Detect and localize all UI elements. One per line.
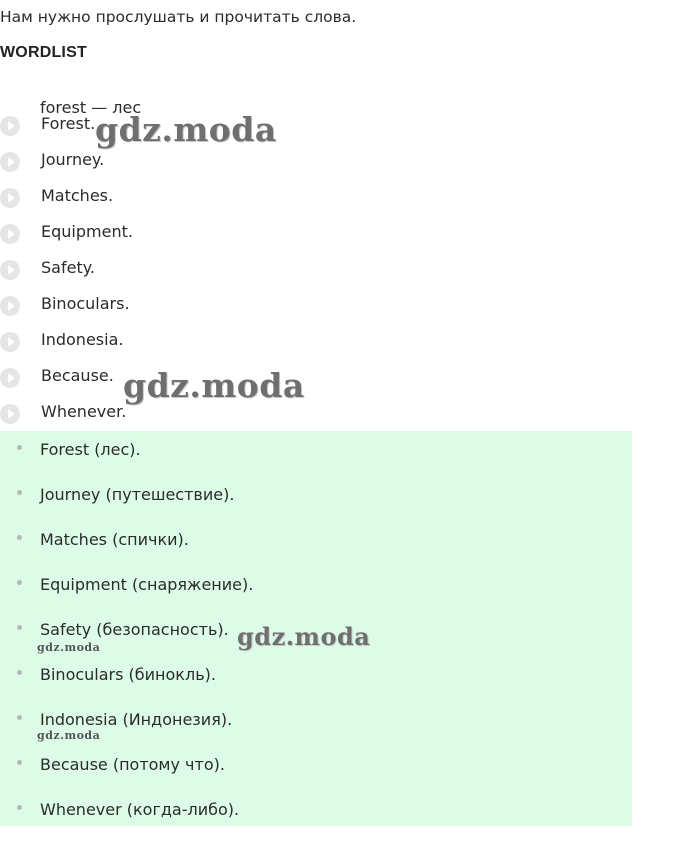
word-label: Matches.: [41, 186, 114, 205]
word-label: Safety.: [41, 258, 95, 277]
bullet-icon: [17, 580, 22, 585]
word-label: Forest.: [41, 114, 96, 133]
answer-text: Equipment (снаряжение).: [40, 575, 254, 594]
answer-text: Binoculars (бинокль).: [40, 665, 216, 684]
answer-item: [0, 433, 632, 463]
play-icon[interactable]: [0, 332, 20, 352]
play-icon[interactable]: [0, 116, 20, 136]
answer-item: [0, 793, 632, 823]
play-icon[interactable]: [0, 296, 20, 316]
wordlist-heading: WORDLIST: [0, 44, 87, 61]
bullet-icon: [17, 715, 22, 720]
answer-item: [0, 568, 632, 598]
answer-text: Forest (лес).: [40, 440, 141, 459]
answer-item: [0, 478, 632, 508]
watermark: gdz.moda: [95, 110, 277, 149]
answer-item: [0, 523, 632, 553]
bullet-icon: [17, 625, 22, 630]
play-icon[interactable]: [0, 224, 20, 244]
watermark-small: gdz.moda: [37, 641, 101, 654]
answer-item: [0, 658, 632, 688]
answer-item: [0, 748, 632, 778]
bullet-icon: [17, 535, 22, 540]
answer-text: Because (потому что).: [40, 755, 225, 774]
bullet-icon: [17, 760, 22, 765]
play-icon[interactable]: [0, 368, 20, 388]
play-icon[interactable]: [0, 260, 20, 280]
bullet-icon: [17, 490, 22, 495]
bullet-icon: [17, 805, 22, 810]
bullet-icon: [17, 670, 22, 675]
word-row: [0, 254, 400, 290]
play-icon[interactable]: [0, 152, 20, 172]
word-label: Indonesia.: [41, 330, 124, 349]
watermark-small: gdz.moda: [37, 729, 101, 742]
play-icon[interactable]: [0, 404, 20, 424]
word-label: Equipment.: [41, 222, 133, 241]
intro-text: Нам нужно прослушать и прочитать слова.: [0, 8, 357, 26]
answer-text: Indonesia (Индонезия).: [40, 710, 233, 729]
word-label: Because.: [41, 366, 114, 385]
word-row: [0, 182, 400, 218]
word-label: Whenever.: [41, 402, 127, 421]
word-row: [0, 218, 400, 254]
watermark: gdz.moda: [237, 622, 371, 651]
word-row: [0, 326, 400, 362]
answer-text: Matches (спички).: [40, 530, 189, 549]
word-label: Binoculars.: [41, 294, 130, 313]
answer-text: Safety (безопасность).: [40, 620, 229, 639]
word-row: [0, 290, 400, 326]
word-label: Journey.: [41, 150, 105, 169]
answer-text: Whenever (когда-либо).: [40, 800, 240, 819]
bullet-icon: [17, 445, 22, 450]
clipped-word-line: forest — лес: [40, 98, 142, 117]
watermark: gdz.moda: [123, 366, 305, 405]
play-icon[interactable]: [0, 188, 20, 208]
word-row: [0, 146, 400, 182]
answer-text: Journey (путешествие).: [40, 485, 235, 504]
